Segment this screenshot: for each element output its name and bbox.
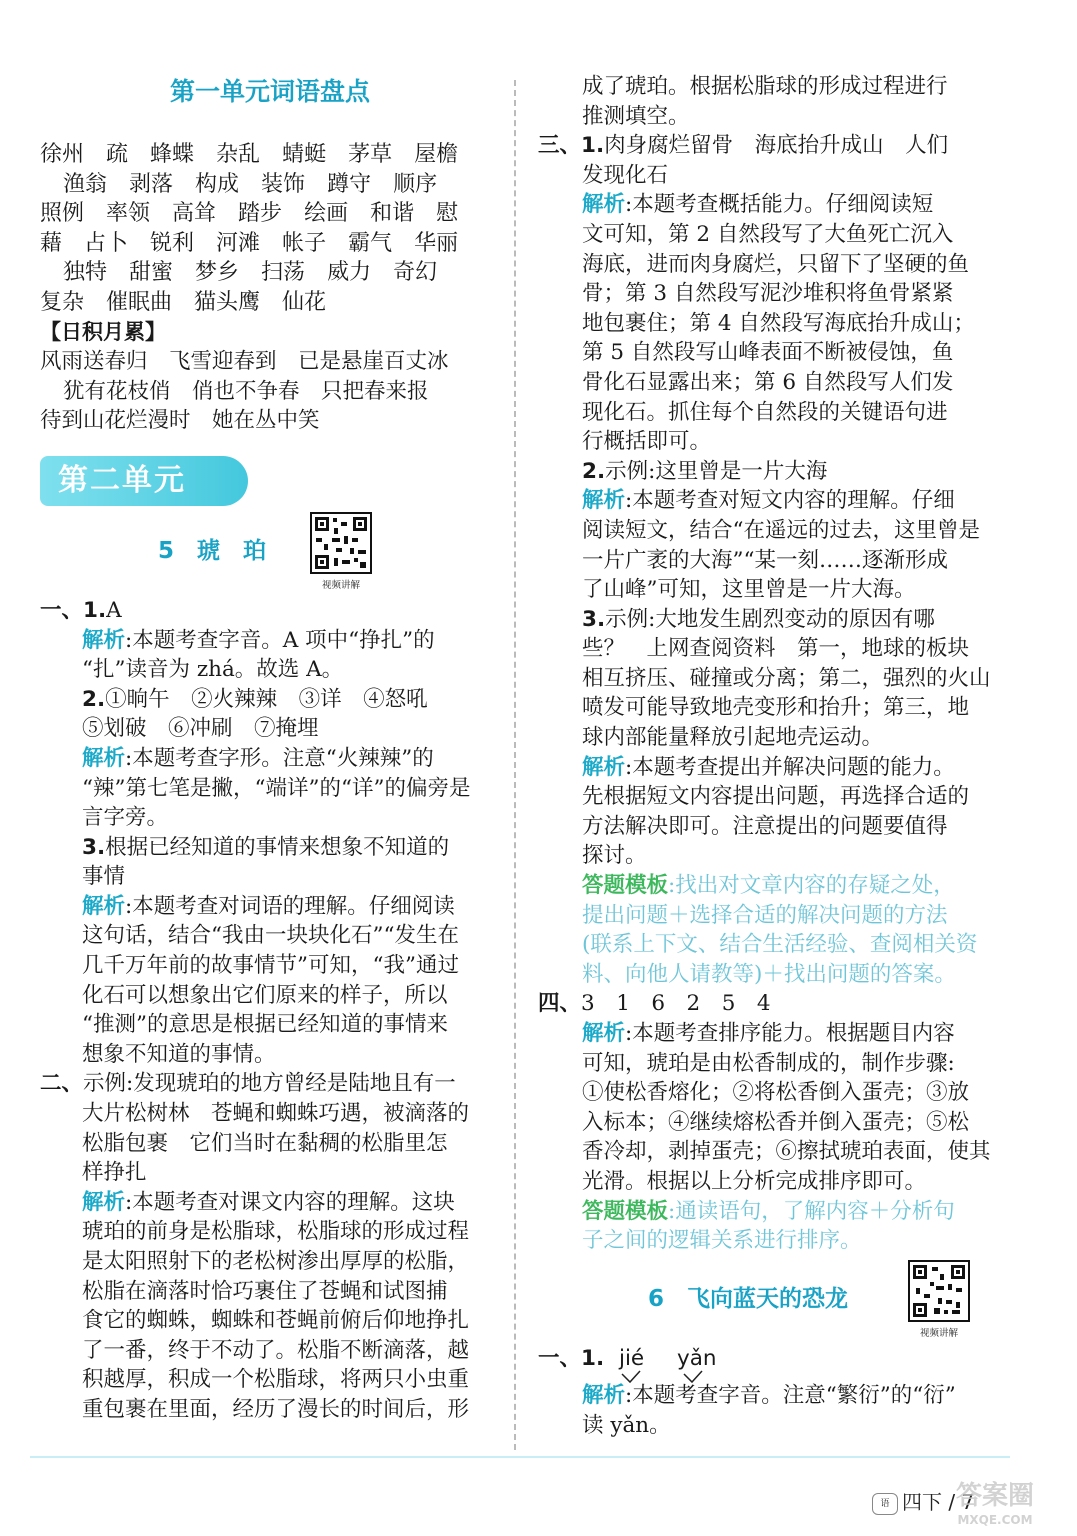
analysis-line <box>40 626 500 656</box>
vocab-word: 威力 <box>327 260 372 286</box>
answer-line <box>538 989 993 1019</box>
analysis-label: 解析 <box>82 627 126 653</box>
riji-line: 犹有花枝俏 俏也不争春 只把春来报 <box>63 378 429 404</box>
analysis-line <box>538 1381 993 1411</box>
analysis-text: :本题考查字形。注意“火辣辣”的 <box>125 745 434 771</box>
analysis-line: 第 5 自然段写山峰表面不断被侵蚀，鱼 <box>582 340 954 366</box>
analysis-label: 解析 <box>82 745 126 771</box>
analysis-line: 了山峰”可知，这里曾是一片大海。 <box>582 577 916 603</box>
answer-line <box>40 685 500 715</box>
vocab-row <box>40 199 500 229</box>
analysis-line: 这句话，结合“我由一块块化石”“发生在 <box>82 923 459 949</box>
lesson6-title: 6 飞向蓝天的恐龙 <box>648 1285 849 1312</box>
pinyin-text: jié <box>618 1345 645 1371</box>
analysis-line: 重包裹在里面，经历了漫长的时间后，形 <box>82 1396 470 1422</box>
analysis-line: 积越厚，积成一个松脂球，将两只小虫重 <box>82 1367 470 1393</box>
template-line: 子之间的逻辑关系进行排序。 <box>582 1228 862 1254</box>
vocab-row <box>40 140 500 170</box>
question-number: 2. <box>582 458 606 484</box>
answer-line: 发现化石 <box>582 162 669 188</box>
analysis-line: 一片广袤的大海”“某一刻……逐渐形成 <box>582 547 948 573</box>
template-line <box>538 871 993 901</box>
answer-line <box>538 131 993 161</box>
pinyin-answer-1 <box>619 1344 644 1374</box>
watermark-logo <box>935 1470 1055 1530</box>
qr-code-icon <box>310 512 372 574</box>
vocab-word: 蹲守 <box>327 171 372 197</box>
answer-line: 喷发可能导致地壳变形和抬升；第三，地 <box>582 695 970 721</box>
answer-line: 松脂包裹 它们当时在黏稠的松脂里怎 <box>82 1130 448 1156</box>
analysis-text: :本题考查概括能力。仔细阅读短 <box>625 192 934 218</box>
lesson5-qr[interactable] <box>310 512 372 591</box>
answer-line: 球内部能量释放引起地壳运动。 <box>582 725 884 751</box>
answer-line <box>40 596 500 626</box>
analysis-label: 解析 <box>582 1383 626 1409</box>
answer-text: 3 1 6 2 5 4 <box>581 991 771 1017</box>
answer-line <box>538 457 993 487</box>
vocab-word: 催眠曲 <box>106 289 173 315</box>
analysis-line <box>538 1019 993 1049</box>
analysis-line: 推测填空。 <box>582 103 690 129</box>
vocab-row <box>40 288 500 318</box>
analysis-line: 文可知，第 2 自然段写了大鱼死亡沉入 <box>582 221 954 247</box>
analysis-line <box>40 892 500 922</box>
question-number: 3. <box>82 834 106 860</box>
template-text: :找出对文章内容的存疑之处， <box>668 873 955 899</box>
page-number: 四下 / 7 <box>902 1490 975 1514</box>
subject-badge: 语 <box>872 1493 898 1515</box>
unit1-title: 第一单元词语盘点 <box>169 77 370 106</box>
analysis-line: 成了琥珀。根据松脂球的形成过程进行 <box>582 74 948 99</box>
analysis-line: 读 yǎn。 <box>582 1412 671 1438</box>
column-divider <box>514 80 516 1450</box>
vocab-word: 扫荡 <box>261 260 306 286</box>
answer-text: A <box>106 597 122 623</box>
vocab-word: 甜蜜 <box>129 260 174 286</box>
vocab-row <box>40 258 500 288</box>
vocab-word: 锐利 <box>150 230 195 256</box>
unit2-banner: 第二单元 <box>40 456 248 506</box>
analysis-line <box>538 486 993 516</box>
vocab-word: 蜻蜓 <box>282 142 327 167</box>
template-line: 料、向他人请教等)＋找出问题的答案。 <box>582 961 956 987</box>
analysis-line: 言字旁。 <box>82 805 169 831</box>
template-text: :通读语句，了解内容＋分析句 <box>668 1198 955 1224</box>
question-number: 四、 <box>538 991 582 1017</box>
vocab-word: 慰 <box>436 201 459 227</box>
template-label: 答题模板 <box>582 873 669 899</box>
pinyin-text: yǎn <box>677 1345 717 1371</box>
question-number: 二、 <box>40 1071 84 1097</box>
vocab-word: 霸气 <box>348 230 393 256</box>
vocab-word: 猫头鹰 <box>194 289 261 315</box>
analysis-text: :本题考查字音。注意“繁衍”的“衍” <box>625 1383 956 1409</box>
analysis-line: 骨化石显露出来；第 6 自然段写人们发 <box>582 369 954 395</box>
vocab-row <box>40 170 500 200</box>
analysis-line: 方法解决即可。注意提出的问题要值得 <box>582 813 948 839</box>
question-number: 2. <box>82 686 106 712</box>
vocab-word: 占卜 <box>84 230 129 256</box>
vocab-word: 踏步 <box>238 201 283 227</box>
analysis-line: 几千万年前的故事情节”可知，“我”通过 <box>82 953 459 979</box>
analysis-line: “推测”的意思是根据已经知道的事情来 <box>82 1012 448 1038</box>
answer-text: 示例:大地发生剧烈变动的原因有哪 <box>605 606 935 632</box>
answer-line: ⑤划破 ⑥冲刷 ⑦掩埋 <box>82 716 319 742</box>
vocab-word: 疏 <box>106 142 129 167</box>
vocab-word: 装饰 <box>261 171 306 197</box>
analysis-line: 骨；第 3 自然段写泥沙堆积将鱼骨紧紧 <box>582 281 954 307</box>
lesson6-header <box>538 1256 993 1344</box>
vocab-word: 奇幻 <box>393 260 438 286</box>
answer-text: 根据已经知道的事情来想象不知道的 <box>105 834 450 860</box>
answer-line <box>538 1344 993 1374</box>
riji-line: 风雨送春归 飞雪迎春到 已是悬崖百丈冰 <box>40 349 449 375</box>
vocab-word: 照例 <box>40 201 85 227</box>
check-mark-icon <box>683 1370 703 1384</box>
analysis-line: 先根据短文内容提出问题，再选择合适的 <box>582 784 970 810</box>
analysis-label: 解析 <box>82 893 126 919</box>
analysis-line: 是太阳照射下的老松树渗出厚厚的松脂， <box>82 1249 470 1274</box>
analysis-line: 入标本；④继续熔松香并倒入蛋壳；⑤松 <box>582 1109 970 1135</box>
analysis-line: 香冷却，剥掉蛋壳；⑥擦拭琥珀表面，使其 <box>582 1139 991 1165</box>
analysis-text: :本题考查对词语的理解。仔细阅读 <box>125 893 455 919</box>
vocab-row <box>40 229 500 259</box>
analysis-line: “辣”第七笔是撇，“端详”的“详”的偏旁是 <box>82 775 471 801</box>
answer-line: 些？ 上网查阅资料 第一，地球的板块 <box>582 636 970 662</box>
analysis-line <box>538 190 993 220</box>
analysis-line: ①使松香熔化；②将松香倒入蛋壳；③放 <box>582 1080 970 1106</box>
analysis-label: 解析 <box>582 1021 626 1046</box>
riji-line: 待到山花烂漫时 她在丛中笑 <box>40 408 320 434</box>
answer-line: 事情 <box>82 864 126 890</box>
template-line <box>538 1197 993 1227</box>
analysis-line <box>40 744 500 774</box>
vocab-word: 剥落 <box>129 171 174 197</box>
vocab-word: 帐子 <box>282 230 327 256</box>
vocab-word: 绘画 <box>304 201 349 227</box>
vocab-word: 茅草 <box>348 142 393 167</box>
qr-caption: 视频讲解 <box>919 1327 958 1339</box>
template-line: (联系上下文、结合生活经验、查阅相关资 <box>582 932 978 958</box>
analysis-text: :本题考查提出并解决问题的能力。 <box>625 754 955 780</box>
answer-line <box>40 1069 500 1099</box>
template-label: 答题模板 <box>582 1198 669 1224</box>
lesson6-qr[interactable] <box>908 1260 970 1339</box>
right-column <box>538 72 993 1441</box>
analysis-label: 解析 <box>582 192 626 218</box>
question-number: 3. <box>582 606 606 632</box>
answer-line <box>538 605 993 635</box>
question-number: 一、1. <box>40 597 107 623</box>
answer-text: ①晌午 ②火辣辣 ③详 ④怒吼 <box>105 686 428 712</box>
analysis-line: “扎”读音为 zhá。故选 A。 <box>82 657 344 683</box>
pinyin-answer-2 <box>677 1344 717 1374</box>
analysis-line: 海底，进而肉身腐烂，只留下了坚硬的鱼 <box>582 251 970 277</box>
analysis-line: 食它的蜘蛛，蜘蛛和苍蝇前俯后仰地挣扎 <box>82 1308 470 1334</box>
analysis-text: :本题考查排序能力。根据题目内容 <box>625 1021 955 1046</box>
analysis-line: 可知，琥珀是由松香制成的，制作步骤: <box>582 1050 955 1076</box>
answer-text: 肉身腐烂留骨 海底抬升成山 人们 <box>604 133 949 159</box>
answer-line: 大片松树林 苍蝇和蜘蛛巧遇，被滴落的 <box>82 1101 470 1127</box>
vocab-word: 徐州 <box>40 142 85 167</box>
qr-caption: 视频讲解 <box>321 579 360 591</box>
analysis-line: 地包裹住；第 4 自然段写海底抬升成山； <box>582 310 975 336</box>
vocab-word: 藉 <box>40 230 63 256</box>
vocab-word: 率领 <box>106 201 151 227</box>
question-number: 一、1. <box>538 1345 605 1371</box>
check-mark-icon <box>621 1370 641 1384</box>
footer-rule <box>30 1456 1010 1458</box>
left-column <box>40 70 500 1425</box>
vocab-word: 梦乡 <box>195 260 240 286</box>
qr-code-icon <box>908 1260 970 1322</box>
analysis-line: 探讨。 <box>582 843 647 869</box>
vocab-word: 仙花 <box>282 289 327 315</box>
analysis-text: :本题考查对短文内容的理解。仔细 <box>625 488 955 514</box>
analysis-line: 松脂在滴落时恰巧裹住了苍蝇和试图捕 <box>82 1278 448 1304</box>
lesson5-header <box>40 506 500 596</box>
analysis-label: 解析 <box>582 754 626 780</box>
analysis-line: 想象不知道的事情。 <box>82 1041 276 1067</box>
vocab-word: 华丽 <box>414 230 459 256</box>
analysis-line: 化石可以想象出它们原来的样子，所以 <box>82 982 448 1008</box>
analysis-text: :本题考查对课文内容的理解。这块 <box>125 1189 455 1215</box>
vocab-word: 河滩 <box>216 230 261 256</box>
analysis-line: 琥珀的前身是松脂球，松脂球的形成过程 <box>82 1219 470 1245</box>
answer-line: 相互挤压、碰撞或分离；第二，强烈的火山 <box>582 665 991 691</box>
analysis-line: 阅读短文，结合“在遥远的过去，这里曾是 <box>582 517 980 543</box>
analysis-line: 了一番，终于不动了。松脂不断滴落，越 <box>82 1337 470 1363</box>
riji-label: 【日积月累】 <box>40 319 166 344</box>
answer-text: 示例:发现琥珀的地方曾经是陆地且有一 <box>83 1071 456 1097</box>
analysis-label: 解析 <box>582 488 626 514</box>
question-number: 三、1. <box>538 133 605 159</box>
analysis-line <box>538 753 993 783</box>
lesson5-title: 5 琥 珀 <box>158 537 267 564</box>
vocab-word: 和谐 <box>370 201 415 227</box>
analysis-line: 行概括即可。 <box>582 429 712 455</box>
vocab-word: 高耸 <box>172 201 217 227</box>
analysis-label: 解析 <box>82 1189 126 1215</box>
vocab-word: 屋檐 <box>414 142 459 167</box>
answer-line: 样挣扎 <box>82 1160 147 1186</box>
analysis-line: 现化石。抓住每个自然段的关键语句进 <box>582 399 948 425</box>
analysis-line: 光滑。根据以上分析完成排序即可。 <box>582 1168 927 1194</box>
vocab-word: 顺序 <box>393 171 438 197</box>
vocab-word: 杂乱 <box>216 142 261 167</box>
vocab-word: 复杂 <box>40 289 85 315</box>
watermark-url: MXQE.COM <box>957 1513 1033 1527</box>
analysis-text: :本题考查字音。A 项中“挣扎”的 <box>125 627 435 653</box>
answer-line <box>40 833 500 863</box>
vocab-word: 构成 <box>195 171 240 197</box>
vocab-list <box>40 140 500 318</box>
watermark-text: 答案圈 <box>955 1481 1035 1511</box>
analysis-line <box>40 1188 500 1218</box>
vocab-word: 独特 <box>63 260 108 286</box>
answer-text: 示例:这里曾是一片大海 <box>605 458 828 484</box>
vocab-word: 渔翁 <box>63 171 108 197</box>
template-line: 提出问题＋选择合适的解决问题的方法 <box>582 902 948 928</box>
vocab-word: 蜂蝶 <box>150 142 195 167</box>
